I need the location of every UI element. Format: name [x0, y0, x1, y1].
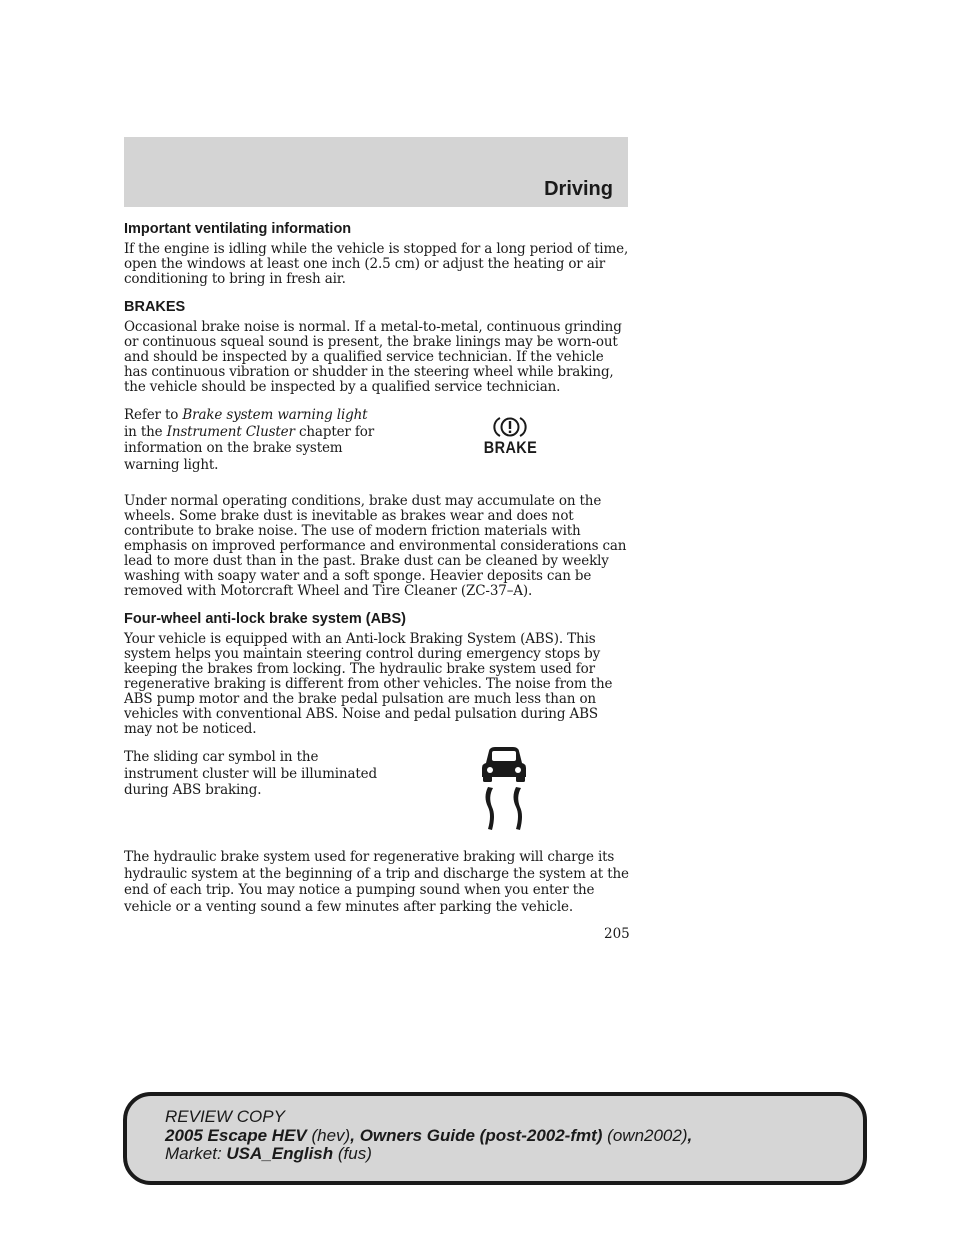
- brakes-paragraph-1: Occasional brake noise is normal. If a metal-to-metal, continuous grinding or continuous squeal sound is present, the brake linings may be worn-out and should be inspected by a qualified service technician. If the vehicle has continuous vibration or shudder in the steering wheel while braking, the vehicle should be inspected by a qualified service technician.: [124, 319, 622, 395]
- footer-text: [165, 1108, 692, 1164]
- page-number: 205: [604, 926, 630, 942]
- ventilation-heading: Important ventilating information: [124, 221, 352, 237]
- abs-paragraph-3: The hydraulic brake system used for regenerative braking will charge its hydraulic system at the beginning of a trip and discharge the system at the end of each trip. You may notice a pumping sound when you enter the vehicle or a venting sound a few minutes after parking the vehicle.: [124, 849, 629, 915]
- brake-refer-paragraph: Refer to Brake system warning light in the Instrument Cluster chapter for information on the brake system warning light.: [124, 407, 375, 473]
- brake-warning-row: [124, 407, 630, 494]
- brake-icon-label: BRAKE: [483, 438, 538, 457]
- brake-warning-icon: [479, 415, 542, 457]
- abs-icon-row: [124, 749, 630, 849]
- abs-paragraph-1: Your vehicle is equipped with an Anti-lock Braking System (ABS). This system helps you maintain steering control during emergency stops by keeping the brakes from locking. The hydraulic brake system used for regenerative braking is different from other vehicles. The noise from the ABS pump motor and the brake pedal pulsation are much less than on vehicles with conventional ABS. Noise and pedal pulsation during ABS may not be noticed.: [124, 631, 613, 737]
- ventilation-paragraph: If the engine is idling while the vehicle is stopped for a long period of time, open the windows at least one inch (2.5 cm) or adjust the heating or air conditioning to bring in fresh air.: [124, 241, 629, 287]
- footer-guide-line: 2005 Escape HEV (hev), Owners Guide (post-2002-fmt) (own2002),: [165, 1125, 693, 1145]
- section-title: Driving: [544, 178, 613, 200]
- page-content: [124, 221, 630, 927]
- brakes-heading: BRAKES: [124, 299, 186, 315]
- brake-circle-exclamation-icon: [493, 415, 527, 439]
- footer-market-line: Market: USA_English (fus): [165, 1144, 372, 1163]
- brakes-paragraph-2: Under normal operating conditions, brake dust may accumulate on the wheels. Some brake dust is inevitable as brakes wear and does not contribute to brake noise. The use of modern friction materials with emphasis on improved performance and environmental considerations can lead to more dust than in the past. Brake dust can be cleaned by weekly washing with soapy water and a soft sponge. Heavier deposits can be removed with Motorcraft Wheel and Tire Cleaner (ZC-37–A).: [124, 493, 627, 599]
- footer-review-copy: REVIEW COPY: [165, 1107, 285, 1126]
- sliding-car-icon: [480, 745, 528, 831]
- link-instrument-cluster: Instrument Cluster: [166, 423, 295, 440]
- section-header-band: [124, 137, 628, 207]
- abs-sliding-car-icon: [480, 745, 528, 831]
- review-copy-footer: [123, 1092, 867, 1185]
- link-brake-warning-light: Brake system warning light: [182, 407, 368, 423]
- abs-paragraph-2: The sliding car symbol in the instrument cluster will be illuminated during ABS braking.: [124, 749, 377, 798]
- abs-heading: Four-wheel anti-lock brake system (ABS): [124, 611, 407, 627]
